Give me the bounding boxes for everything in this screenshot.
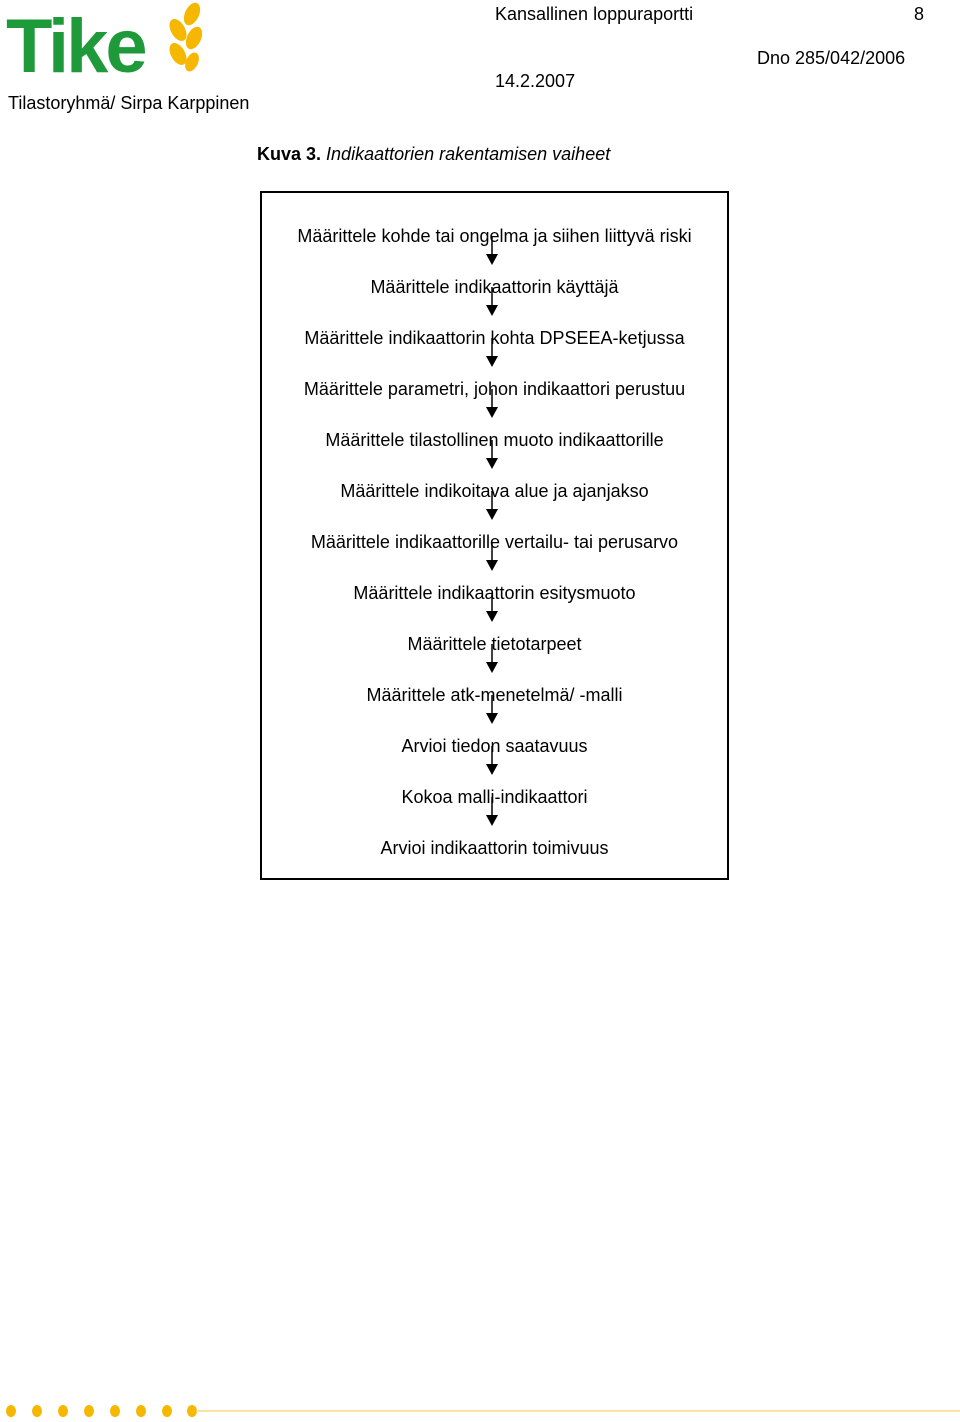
- flow-arrow-icon: [486, 236, 498, 266]
- flow-step: Määrittele tilastollinen muoto indikaattorille: [325, 430, 664, 450]
- document-date: 14.2.2007: [495, 71, 576, 91]
- report-title: Kansallinen loppuraportti: [495, 4, 694, 24]
- footer-dot-icons: [6, 1405, 197, 1417]
- figure-caption: [257, 144, 610, 164]
- flow-step: Määrittele tietotarpeet: [407, 634, 582, 654]
- flow-step: Määrittele indikaattorin kohta DPSEEA-ketjussa: [304, 328, 685, 348]
- flow-step: Määrittele indikoitava alue ja ajanjakso: [340, 481, 649, 501]
- flow-step: Määrittele indikaattorin esitysmuoto: [353, 583, 636, 603]
- flow-arrow-icon: [486, 542, 498, 572]
- flow-step: Arvioi tiedon saatavuus: [401, 736, 588, 756]
- flow-arrow-icon: [486, 287, 498, 317]
- flow-arrow-icon: [486, 644, 498, 674]
- document-number: Dno 285/042/2006: [757, 48, 906, 68]
- flow-step: Määrittele parametri, johon indikaattori perustuu: [303, 379, 686, 399]
- figure-caption-text: Indikaattorien rakentamisen vaiheet: [326, 144, 611, 164]
- wheat-icon: [166, 0, 205, 73]
- footer-dots: [0, 1400, 960, 1422]
- logo-wordmark: Tike: [6, 4, 145, 80]
- figure-label: Kuva 3.: [257, 144, 322, 164]
- flow-arrow-icon: [486, 440, 498, 470]
- flow-step: Määrittele kohde tai ongelma ja siihen liittyvä riski: [297, 226, 692, 246]
- tike-logo: [6, 0, 206, 80]
- page-number: 8: [914, 4, 925, 24]
- flow-arrow-icon: [486, 389, 498, 419]
- tike-logo-graphic: [6, 0, 206, 80]
- author-line: Tilastoryhmä/ Sirpa Karppinen: [8, 93, 250, 113]
- flow-step: Kokoa malli-indikaattori: [401, 787, 588, 807]
- flow-step: Määrittele atk-menetelmä/ -malli: [366, 685, 623, 705]
- flow-step: Määrittele indikaattorin käyttäjä: [370, 277, 619, 297]
- flow-step: Määrittele indikaattorille vertailu- tai perusarvo: [310, 532, 679, 552]
- flow-step: Arvioi indikaattorin toimivuus: [380, 838, 609, 858]
- flowchart-box: [260, 191, 729, 880]
- flow-arrow-icon: [486, 593, 498, 623]
- flow-arrow-icon: [486, 491, 498, 521]
- flow-arrow-icon: [486, 338, 498, 368]
- flow-arrow-icon: [486, 695, 498, 725]
- flow-arrow-icon: [486, 746, 498, 776]
- flow-arrow-icon: [486, 797, 498, 827]
